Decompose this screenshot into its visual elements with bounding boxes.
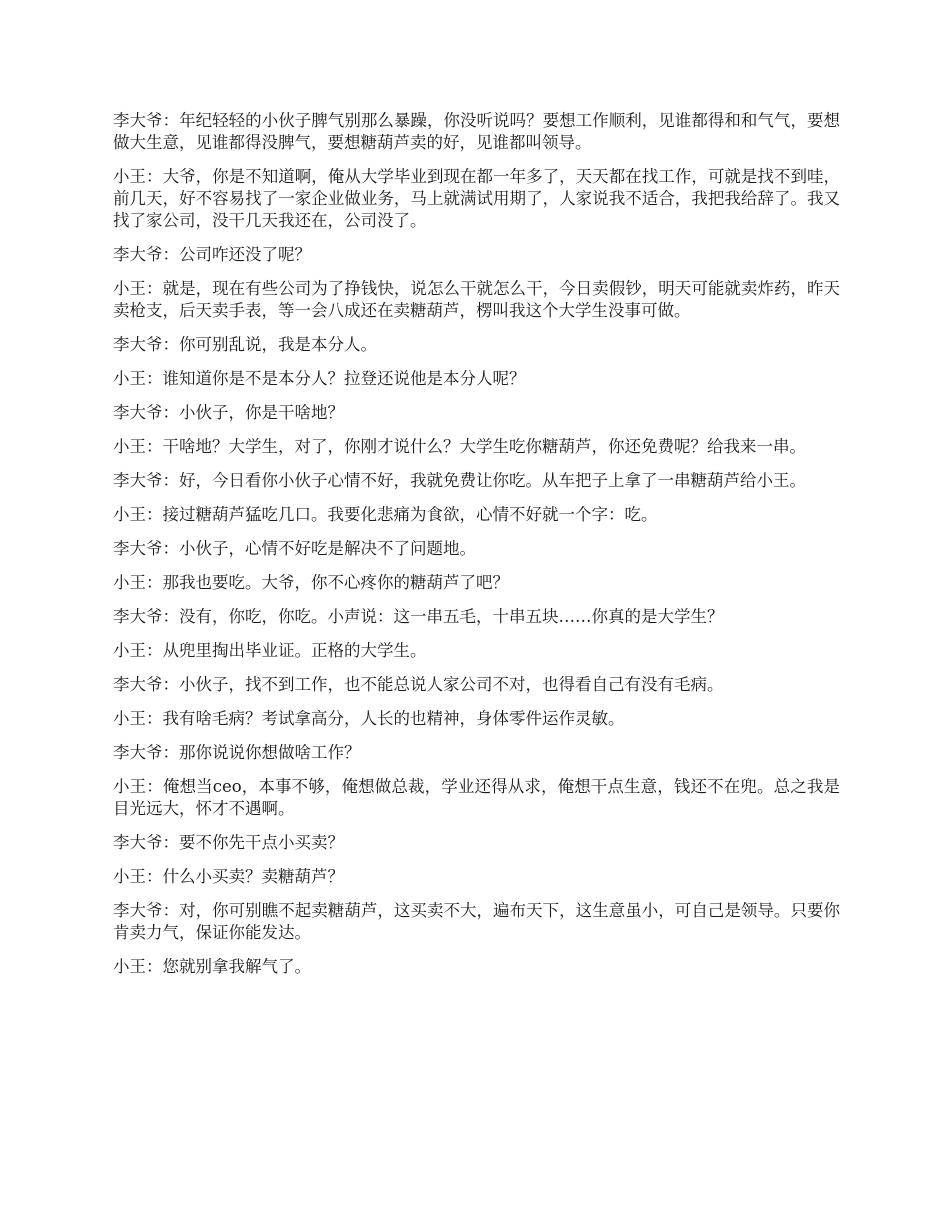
dialogue-paragraph: 李大爷：小伙子，心情不好吃是解决不了问题地。 [113,539,476,558]
dialogue-paragraph: 李大爷：好，今日看你小伙子心情不好，我就免费让你吃。从车把子上拿了一串糖葫芦给小王。 [113,471,806,490]
dialogue-paragraph: 小王：就是，现在有些公司为了挣钱快，说怎么干就怎么干，今日卖假钞，明天可能就卖炸药，昨天卖枪支，后天卖手表，等一会八成还在卖糖葫芦，楞叫我这个大学生没事可做。 [113,279,840,320]
dialogue-paragraph: 李大爷：你可别乱说，我是本分人。 [113,335,377,354]
dialogue-paragraph: 李大爷：那你说说你想做啥工作？ [113,743,361,762]
dialogue-paragraph: 李大爷：没有，你吃，你吃。小声说：这一串五毛，十串五块……你真的是大学生？ [113,607,724,626]
dialogue-paragraph: 小王：我有啥毛病？考试拿高分，人长的也精神，身体零件运作灵敏。 [113,709,625,728]
dialogue-body [113,110,840,990]
dialogue-paragraph: 小王：接过糖葫芦猛吃几口。我要化悲痛为食欲，心情不好就一个字：吃。 [113,505,658,524]
dialogue-paragraph: 小王：俺想当ceo，本事不够，俺想做总裁，学业还得从求，俺想干点生意，钱还不在兜。总之我是目光远大，怀才不遇啊。 [113,777,840,818]
dialogue-paragraph: 李大爷：要不你先干点小买卖？ [113,833,344,852]
dialogue-paragraph: 小王：那我也要吃。大爷，你不心疼你的糖葫芦了吧？ [113,573,509,592]
dialogue-paragraph: 李大爷：年纪轻轻的小伙子脾气别那么暴躁，你没听说吗？要想工作顺利，见谁都得和和气气，要想做大生意，见谁都得没脾气，要想糖葫芦卖的好，见谁都叫领导。 [113,111,840,152]
dialogue-paragraph: 李大爷：公司咋还没了呢？ [113,245,311,264]
dialogue-paragraph: 小王：谁知道你是不是本分人？拉登还说他是本分人呢？ [113,369,526,388]
dialogue-paragraph: 小王：什么小买卖？卖糖葫芦？ [113,867,344,886]
dialogue-paragraph: 小王：您就别拿我解气了。 [113,957,311,976]
dialogue-paragraph: 李大爷：小伙子，找不到工作，也不能总说人家公司不对，也得看自己有没有毛病。 [113,675,724,694]
dialogue-paragraph: 小王：大爷，你是不知道啊，俺从大学毕业到现在都一年多了，天天都在找工作，可就是找不到哇，前几天，好不容易找了一家企业做业务，马上就满试用期了，人家说我不适合，我把我给辞了。我又找了家公司，没干几天我还在，公司没了。 [113,167,840,230]
dialogue-paragraph: 小王：从兜里掏出毕业证。正格的大学生。 [113,641,427,660]
dialogue-paragraph: 李大爷：对，你可别瞧不起卖糖葫芦，这买卖不大，遍布天下，这生意虽小，可自己是领导。只要你肯卖力气，保证你能发达。 [113,901,840,942]
dialogue-paragraph: 李大爷：小伙子，你是干啥地？ [113,403,344,422]
dialogue-paragraph: 小王：干啥地？大学生，对了，你刚才说什么？大学生吃你糖葫芦，你还免费呢？给我来一串。 [113,437,806,456]
